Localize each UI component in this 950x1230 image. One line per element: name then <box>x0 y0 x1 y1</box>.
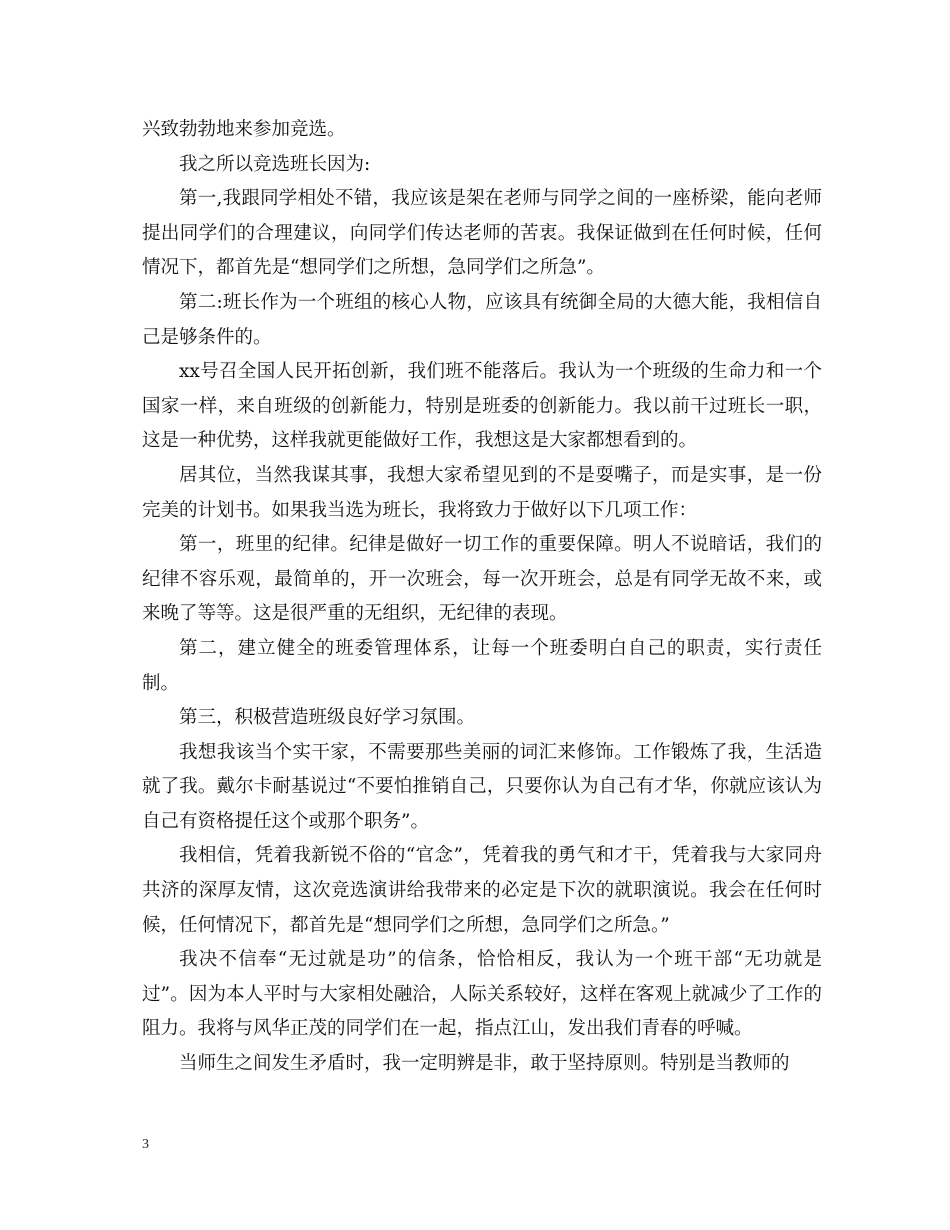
paragraph-2: 我之所以竞选班长因为: <box>179 153 371 175</box>
paragraph-7: 第一，班里的纪律。纪律是做好一切工作的重要保障。明人不说暗话，我们的纪律不容乐观，最简单的，开一次班会，每一次开班会，总是有同学无故不来，或来晚了等等。这是很严重的无组织，无纪律的表现。 <box>142 534 822 625</box>
page-number: 3 <box>142 1137 149 1152</box>
paragraph-6: 居其位，当然我谋其事，我想大家希望见到的不是耍嘴子，而是实事，是一份完美的计划书。如果我当选为班长，我将致力于做好以下几项工作： <box>142 464 822 521</box>
paragraph-3: 第一,我跟同学相处不错，我应该是架在老师与同学之间的一座桥梁，能向老师提出同学们的合理建议，向同学们传达老师的苦衷。我保证做到在任何时候，任何情况下，都首先是“想同学们之所想，急同学们之所急”。 <box>142 188 822 279</box>
paragraph-1: 兴致勃勃地来参加竞选。 <box>142 119 346 140</box>
paragraph-10: 我想我该当个实干家，不需要那些美丽的词汇来修饰。工作锻炼了我，生活造就了我。戴尔卡耐基说过“不要怕推销自己，只要你认为自己有才华，你就应该认为自己有资格提任这个或那个职务”。 <box>142 741 822 832</box>
paragraph-4: 第二:班长作为一个班组的核心人物，应该具有统御全局的大德大能，我相信自己是够条件的。 <box>142 291 822 348</box>
paragraph-5: xx号召全国人民开拓创新，我们班不能落后。我认为一个班级的生命力和一个国家一样，来自班级的创新能力，特别是班委的创新能力。我以前干过班长一职，这是一种优势，这样我就更能做好工作，我想这是大家都想看到的。 <box>142 361 822 452</box>
paragraph-13: 当师生之间发生矛盾时，我一定明辨是非，敢于坚持原则。特别是当教师的 <box>179 1053 790 1075</box>
paragraph-9: 第三，积极营造班级良好学习氛围。 <box>179 707 476 729</box>
paragraph-12: 我决不信奉“无过就是功”的信条，恰恰相反，我认为一个班干部“无功就是过”。因为本人平时与大家相处融洽，人际关系较好，这样在客观上就减少了工作的阻力。我将与风华正茂的同学们在一起，指点江山，发出我们青春的呼喊。 <box>142 949 822 1040</box>
document-body <box>142 113 822 1082</box>
paragraph-8: 第二，建立健全的班委管理体系，让每一个班委明白自己的职责，实行责任制。 <box>142 637 822 694</box>
paragraph-11: 我相信，凭着我新锐不俗的“官念”，凭着我的勇气和才干，凭着我与大家同舟共济的深厚友情，这次竞选演讲给我带来的必定是下次的就职演说。我会在任何时候，任何情况下，都首先是“想同学们之所想，急同学们之所急。” <box>142 845 822 936</box>
